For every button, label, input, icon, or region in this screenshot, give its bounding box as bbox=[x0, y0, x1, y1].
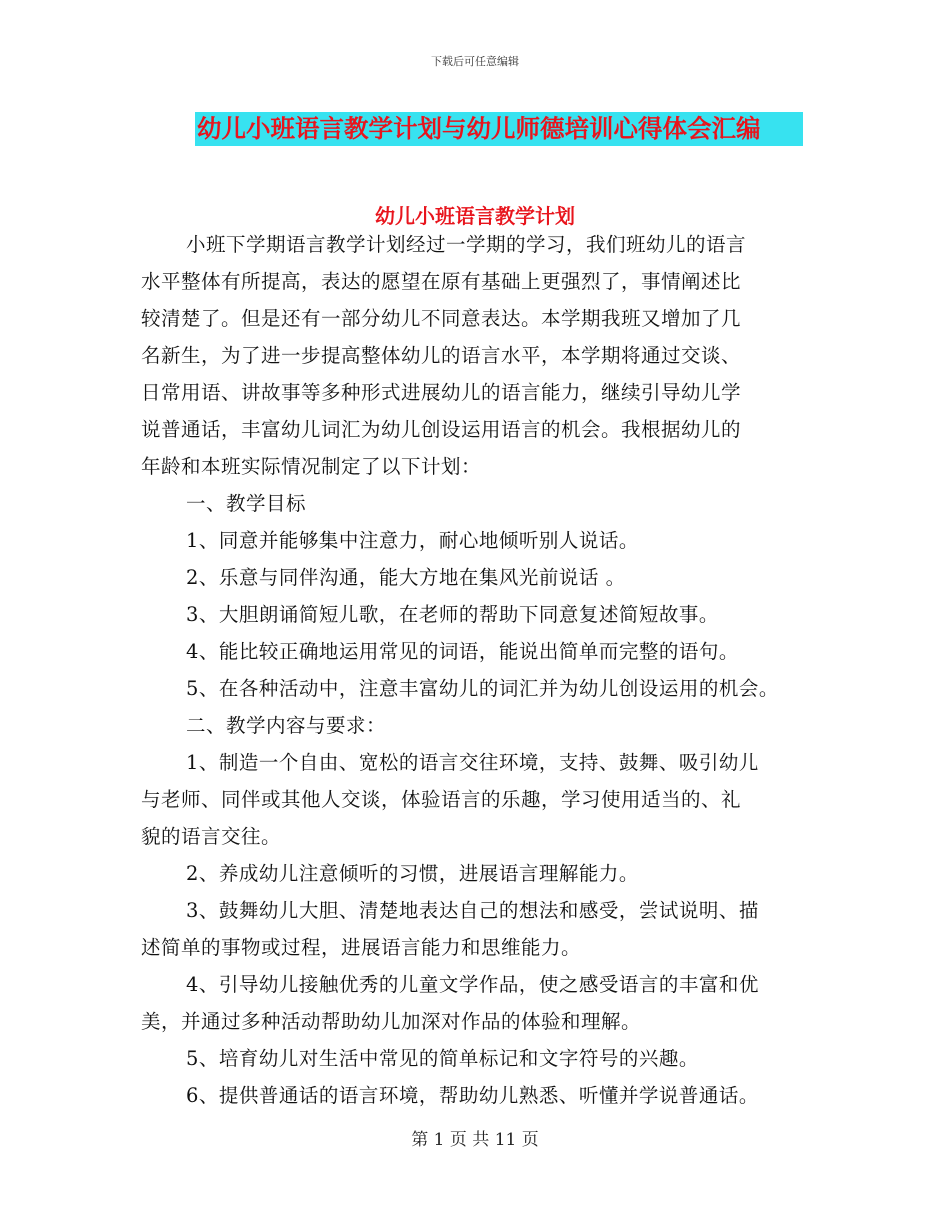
text-line: 5、培育幼儿对生活中常见的简单标记和文字符号的兴趣。 bbox=[186, 1047, 699, 1070]
page-footer: 第 1 页 共 11 页 bbox=[411, 1130, 539, 1150]
text-line: 4、能比较正确地运用常见的词语，能说出简单而完整的语句。 bbox=[186, 640, 739, 663]
text-line: 名新生，为了进一步提高整体幼儿的语言水平，本学期将通过交谈、 bbox=[141, 344, 742, 367]
text-line: 年龄和本班实际情况制定了以下计划： bbox=[141, 455, 482, 478]
text-line: 貌的语言交往。 bbox=[141, 825, 282, 848]
text-line: 6、提供普通话的语言环境，帮助幼儿熟悉、听懂并学说普通话。 bbox=[186, 1084, 759, 1107]
text-line: 3、大胆朗诵简短儿歌，在老师的帮助下同意复述简短故事。 bbox=[186, 603, 719, 626]
header-note: 下载后可任意编辑 bbox=[431, 55, 519, 68]
text-line: 美，并通过多种活动帮助幼儿加深对作品的体验和理解。 bbox=[141, 1010, 642, 1033]
main-title: 幼儿小班语言教学计划与幼儿师德培训心得体会汇编 bbox=[195, 112, 803, 146]
text-line: 2、乐意与同伴沟通，能大方地在集风光前说话 。 bbox=[186, 566, 626, 589]
text-line: 1、制造一个自由、宽松的语言交往环境，支持、鼓舞、吸引幼儿 bbox=[186, 751, 759, 774]
text-line: 3、鼓舞幼儿大胆、清楚地表达自己的想法和感受，尝试说明、描 bbox=[186, 899, 759, 922]
text-line: 与老师、同伴或其他人交谈，体验语言的乐趣，学习使用适当的、礼 bbox=[141, 788, 742, 811]
text-line: 日常用语、讲故事等多种形式进展幼儿的语言能力，继续引导幼儿学 bbox=[141, 381, 742, 404]
text-line: 小班下学期语言教学计划经过一学期的学习，我们班幼儿的语言 bbox=[186, 233, 747, 256]
text-line: 一、教学目标 bbox=[186, 492, 307, 515]
text-line: 水平整体有所提高，表达的愿望在原有基础上更强烈了，事情阐述比 bbox=[141, 270, 742, 293]
text-line: 较清楚了。但是还有一部分幼儿不同意表达。本学期我班又增加了几 bbox=[141, 307, 742, 330]
text-line: 2、养成幼儿注意倾听的习惯，进展语言理解能力。 bbox=[186, 862, 639, 885]
text-line: 二、教学内容与要求： bbox=[186, 714, 387, 737]
text-line: 述简单的事物或过程，进展语言能力和思维能力。 bbox=[141, 936, 582, 959]
text-line: 5、在各种活动中，注意丰富幼儿的词汇并为幼儿创设运用的机会。 bbox=[186, 677, 779, 700]
text-line: 4、引导幼儿接触优秀的儿童文学作品，使之感受语言的丰富和优 bbox=[186, 973, 759, 996]
text-line: 1、同意并能够集中注意力，耐心地倾听别人说话。 bbox=[186, 529, 639, 552]
text-line: 说普通话，丰富幼儿词汇为幼儿创设运用语言的机会。我根据幼儿的 bbox=[141, 418, 742, 441]
sub-title: 幼儿小班语言教学计划 bbox=[375, 204, 575, 228]
